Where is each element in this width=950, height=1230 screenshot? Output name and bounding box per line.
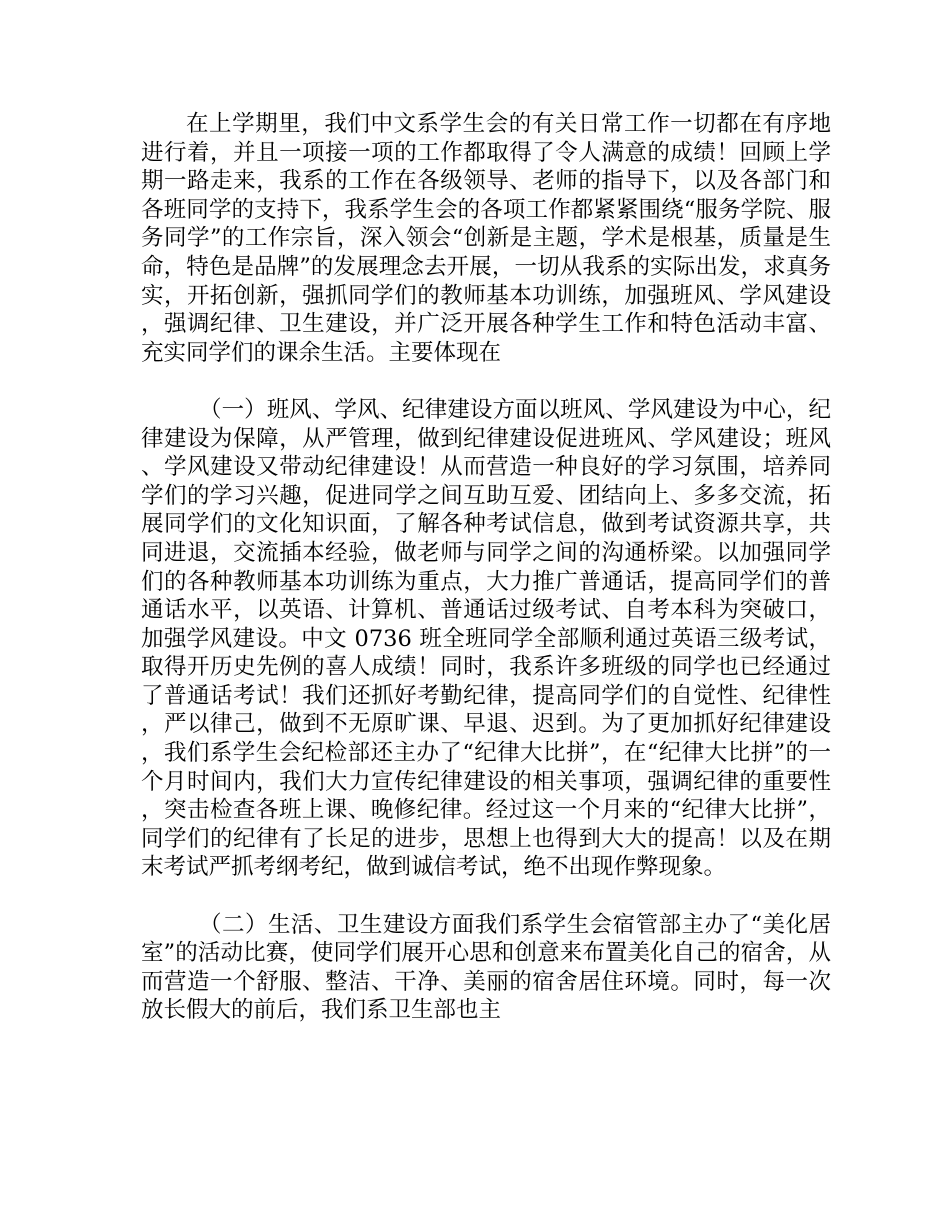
paragraph-intro: 在上学期里，我们中文系学生会的有关日常工作一切都在有序地进行着，并且一项接一项的工作都取得了令人满意的成绩！回顾上学期一路走来，我系的工作在各级领导、老师的指导下，以及各部门和各班同学的支持下，我系学生会的各项工作都紧紧围绕“服务学院、服务同学”的工作宗旨，深入领会“创新是主题，学术是根基，质量是生命，特色是品牌”的发展理念去开展，一切从我系的实际出发，求真务实，开拓创新，强抓同学们的教师基本功训练，加强班风、学风建设，强调纪律、卫生建设，并广泛开展各种学生工作和特色活动丰富、充实同学们的课余生活。主要体现在 bbox=[141, 111, 831, 366]
paragraph-discipline: （一）班风、学风、纪律建设方面以班风、学风建设为中心，纪律建设为保障，从严管理，做到纪律建设促进班风、学风建设；班风、学风建设又带动纪律建设！从而营造一种良好的学习氛围，培养同学们的学习兴趣，促进同学之间互助互爱、团结向上、多多交流，拓展同学们的文化知识面，了解各种考试信息，做到考试资源共享，共同进退，交流插本经验，做老师与同学之间的沟通桥梁。以加强同学们的各种教师基本功训练为重点，大力推广普通话，提高同学们的普通话水平，以英语、计算机、普通话过级考试、自考本科为突破口，加强学风建设。中文 0736 班全班同学全部顺利通过英语三级考试，取得开历史先例的喜人成绩！同时，我系许多班级的同学也已经通过了普通话考试！我们还抓好考勤纪律，提高同学们的自觉性、纪律性，严以律己，做到不无原旷课、早退、迟到。为了更加抓好纪律建设，我们系学生会纪检部还主办了“纪律大比拼”，在“纪律大比拼”的一个月时间内，我们大力宣传纪律建设的相关事项，强调纪律的重要性，突击检查各班上课、晚修纪律。经过这一个月来的“纪律大比拼”，同学们的纪律有了长足的进步，思想上也得到大大的提高！以及在期末考试严抓考纲考纪，做到诚信考试，绝不出现作弊现象。 bbox=[141, 396, 831, 881]
document-body bbox=[141, 110, 831, 1025]
paragraph-hygiene: （二）生活、卫生建设方面我们系学生会宿管部主办了“美化居室”的活动比赛，使同学们展开心思和创意来布置美化自己的宿舍，从而营造一个舒服、整洁、干净、美丽的宿舍居住环境。同时，每一次放长假大的前后，我们系卫生部也主 bbox=[141, 911, 831, 1024]
